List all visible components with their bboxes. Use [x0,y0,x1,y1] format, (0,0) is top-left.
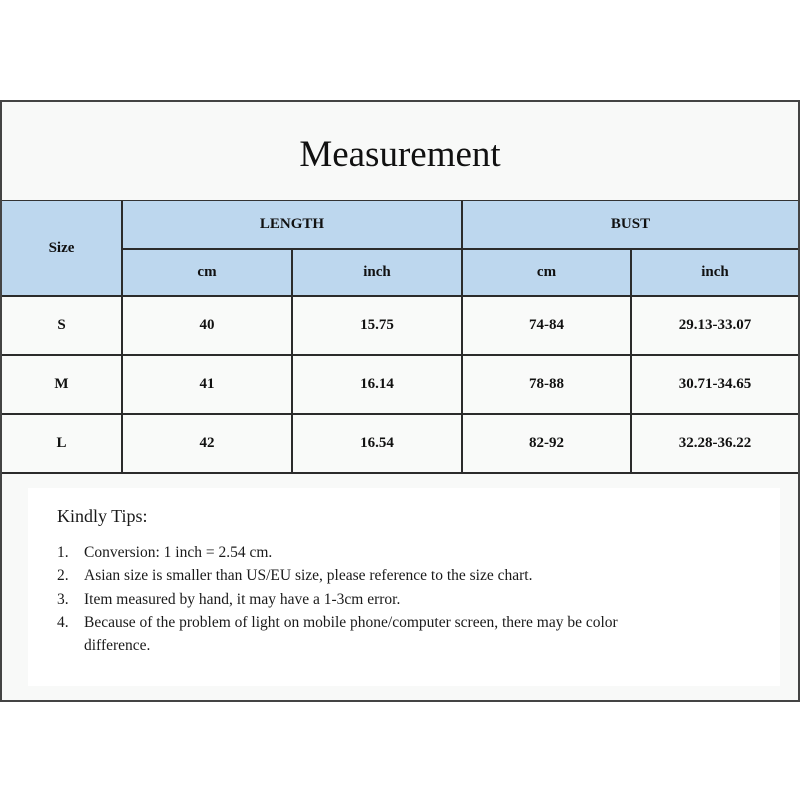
list-item-text: Because of the problem of light on mobile phone/computer screen, there may be color difference. [84,613,618,655]
column-group-bust: BUST [462,201,798,249]
list-item [57,564,684,587]
tips-heading: Kindly Tips: [57,506,148,526]
column-header-size: Size [2,201,122,296]
title-area [2,102,798,202]
list-item-number: 3. [57,590,69,608]
length-cm-value: 41 [122,355,292,414]
list-item-number: 4. [57,613,69,631]
tips-list [57,541,684,657]
list-item-number: 2. [57,567,69,585]
bust-cm-value: 74-84 [462,296,631,355]
length-cm-value: 40 [122,296,292,355]
size-chart-frame [0,100,800,702]
list-item-text: Item measured by hand, it may have a 1-3cm error. [84,590,401,608]
page-title: Measurement [299,133,501,175]
column-header-bust-cm: cm [462,249,631,296]
tips-section [2,479,798,700]
length-inch-value: 15.75 [292,296,462,355]
header-row-units [2,249,798,296]
bust-cm-value: 82-92 [462,414,631,473]
size-label: M [2,355,122,414]
column-header-length-inch: inch [292,249,462,296]
table-row [2,296,798,355]
list-item [57,541,684,564]
list-item-text: Asian size is smaller than US/EU size, please reference to the size chart. [84,567,533,585]
list-item [57,588,684,611]
header-row-groups [2,201,798,249]
bust-inch-value: 32.28-36.22 [631,414,798,473]
column-header-length-cm: cm [122,249,292,296]
list-item-number: 1. [57,544,69,561]
list-item [57,611,684,658]
column-header-bust-inch: inch [631,249,798,296]
column-group-length: LENGTH [122,201,462,249]
size-table [2,201,798,474]
length-cm-value: 42 [122,414,292,473]
length-inch-value: 16.14 [292,355,462,414]
bust-inch-value: 29.13-33.07 [631,296,798,355]
table-row [2,414,798,473]
table-row [2,355,798,414]
length-inch-value: 16.54 [292,414,462,473]
bust-inch-value: 30.71-34.65 [631,355,798,414]
size-label: S [2,296,122,355]
tips-box [28,488,780,686]
bust-cm-value: 78-88 [462,355,631,414]
list-item-text: Conversion: 1 inch = 2.54 cm. [84,544,273,561]
size-label: L [2,414,122,473]
